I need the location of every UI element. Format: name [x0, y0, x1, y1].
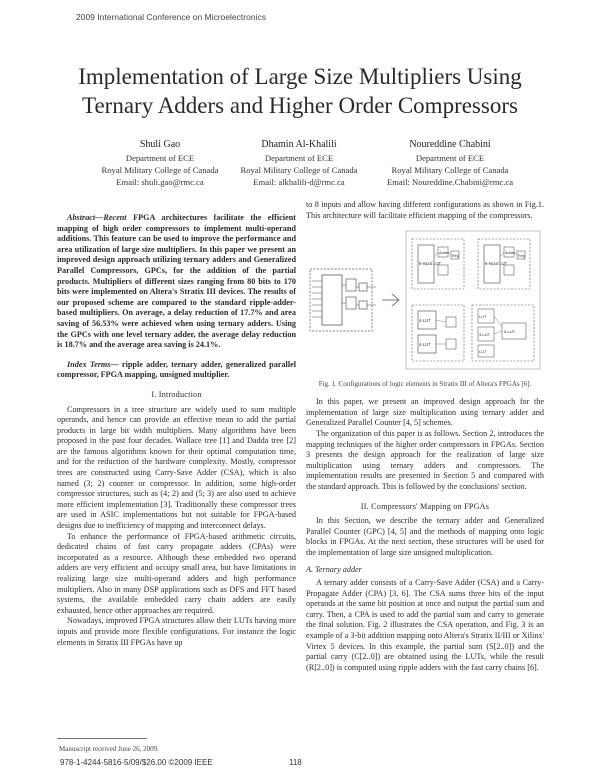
author-block-2: [214, 138, 384, 188]
intro-paragraph-2: To enhance the performance of FPGA-based arithmetic circuits, dedicated chains of fast carry propagate adders (CPAs) were incorporated as a resource. Although these embedded two operand adders are very efficient and occupy small area, but have limitations in realizing large size multi-operand adders and high performance multipliers. Also in many DSP applications such as DFS and FFT based systems, the available embedded carry chain adders are easily exhausted, hence other approaches are required.: [57, 531, 296, 615]
figure-label: 6-Input LUT: [485, 261, 508, 267]
author-name: Dhamin Al-Khalili: [261, 139, 337, 150]
figure-label: 4-LUT: [419, 318, 431, 324]
footnote-rule: [57, 738, 147, 739]
section2-paragraph-1: In this Section, we describe the ternary adder and Generalized Parallel Counter (GPC) [4, 5] and the methods of mapping onto logic blocks in FPGAs. At the next section, these structures will be used for the implementation of large size unsigned multiplication.: [306, 516, 544, 557]
author-inst: Royal Military College of Canada: [101, 165, 219, 175]
index-terms: [57, 360, 296, 381]
subsection-a-paragraph-1: A ternary adder consists of a Carry-Save Adder (CSA) and a Carry-Propagate Adder (CPA) [3, 6]. The CSA sums three bits of the input operands at the same bit position at once and output the partial sum and carry. Then, a CPA is used to add the partial sum and carry to generate the final solution. Fig. 2 illustrates the CSA operation, and Fig. 3 is an example of a 3-bit addition mapping onto Altera's Stratix II/III or Xilinx' Virtex 5 devices. In this example, the partial sum (S[2..0]) and the partial carry (C[2..0]) are obtained using the LUTs, while the result (R[2..0]) is computed using ripple adders with the fast carry chains [6].: [306, 578, 544, 672]
author-dept: Department of ECE: [125, 153, 195, 163]
figure-label: 6-Input LUT: [419, 261, 442, 267]
figure-label: Adder: [505, 251, 516, 256]
right-paragraph-continued: to 8 inputs and allow having different configurations as shown in Fig.1. This architecture will facilitate efficient mapping of the compressors.: [306, 200, 544, 220]
intro-paragraph-3: Nowadays, improved FPGA structures allow their LUTs having more inputs and provide more flexible configurations. For instance the logic elements in Stratix III FPGAs have up: [57, 616, 296, 647]
footer-copyright: 978-1-4244-5816-5/09/$26.00 ©2009 IEEE: [60, 758, 213, 767]
figure-label: 4-LUT: [419, 342, 431, 348]
intro-paragraph-1: Compressors in a tree structure are widely used to sum multiple operands, and hence can provide an effective mean to add the partial products in large bit width multipliers. Many algorithms have been proposed in the past four decades. Wallace tree [1] and Dadda tree [2] are the famous algorithms known for their optimal computation time, and for the reduction of the hardware complexity. Mostly, compressor trees are constructed using Carry-Save Adder (CSA), which is also named (3; 2) counter or compressor. In addition, some high-order compressor structures, such as (4; 2) and (5; 3) are also used to achieve more efficient implementation [3]. Traditionally these compressor trees are used in ASIC implementations but not suitable for FPGA-based designs due to inefficiency of mapping and interconnect delays.: [57, 404, 296, 531]
index-terms-lead: Index Terms: [67, 359, 111, 369]
abstract: [57, 213, 296, 351]
author-email: Email: Noureddine.Chabini@rmc.ca: [386, 177, 514, 187]
author-name: Noureddine Chabini: [409, 139, 491, 150]
figure-label: Adder: [439, 251, 450, 256]
right-paragraph-1: In this paper, we present an improved design approach for the implementation of large size multiplication using ternary adder and Generalized Parallel Counter [4, 5] schemes.: [306, 397, 544, 428]
figure-1-caption: Fig. 1. Configurations of logic elements in Stratix III of Altera's FPGAs [6].: [318, 380, 532, 389]
right-column: [306, 200, 544, 673]
figure-label: Reg: [452, 254, 459, 259]
author-email: Email: shuli.gao@rmc.ca: [116, 177, 204, 187]
abstract-lead: Abstract—Recent: [67, 213, 127, 222]
figure-label: 3-LUT: [479, 332, 491, 338]
figure-label: LUT: [479, 314, 487, 320]
left-column: [57, 213, 296, 648]
paper-title: [40, 62, 560, 120]
title-line-1: Implementation of Large Size Multipliers Using: [78, 64, 522, 89]
author-inst: Royal Military College of Canada: [240, 165, 358, 175]
figure-label: 5-LUT: [504, 329, 516, 335]
author-block-3: [365, 138, 535, 188]
abstract-text: FPGA architectures facilitate the efficient mapping of high order compressors to implement multi-operand additions. This feature can be used to improve the performance and area utilization of large size multipliers. In this paper we present an improved design approach utilizing ternary adders and Generalized Parallel Compressors, GPCs, for the addition of the partial products. Multipliers of different sizes ranging from 80 bits to 170 bits were implemented on Altera's Stratix III devices. The results of our proposed scheme are compared to the standard ripple-adder-based multipliers. On average, a delay reduction of 17.7% and area saving of 56.53% were achieved when using ternary adders. Using the GPCs with one level ternary adder, the average delay reduction is 18.7% and the average area saving is 24.1%.: [57, 213, 296, 350]
author-dept: Department of ECE: [415, 153, 485, 163]
index-terms-text: — ripple adder, ternary adder, generalized parallel compressor, FPGA mapping, unsigned multiplier.: [57, 359, 296, 380]
footnote: Manuscript received June 26, 2009.: [59, 745, 159, 753]
author-inst: Royal Military College of Canada: [391, 165, 509, 175]
figure-label: Reg: [518, 254, 525, 259]
figure-1: [306, 227, 544, 377]
right-paragraph-2: The organization of this paper is as follows. Section 2, introduces the mapping techniques of the higher order compressors in FPGAs. Section 3 presents the design approach for the realization of large size multiplication using ternary adders and compressors. The implementation results are presented in Section 5 and compared with the standard approach. This is followed by the conclusions' section.: [306, 428, 544, 491]
author-email: Email: alkhalili-d@rmc.ca: [253, 177, 345, 187]
page-number: 118: [289, 758, 302, 767]
section-heading-compressors: II. Compressors' Mapping on FPGAs: [360, 501, 490, 511]
figure-1-diagram: [306, 227, 544, 377]
subsection-heading-ternary-adder: A. Ternary adder: [306, 564, 362, 574]
figure-label: LUT: [479, 349, 487, 355]
author-dept: Department of ECE: [264, 153, 334, 163]
title-line-2: Ternary Adders and Higher Order Compressors: [82, 93, 518, 118]
author-name: Shuli Gao: [139, 139, 181, 150]
running-header: 2009 International Conference on Microelectronics: [76, 12, 266, 22]
section-heading-introduction: I. Introduction: [151, 389, 202, 399]
